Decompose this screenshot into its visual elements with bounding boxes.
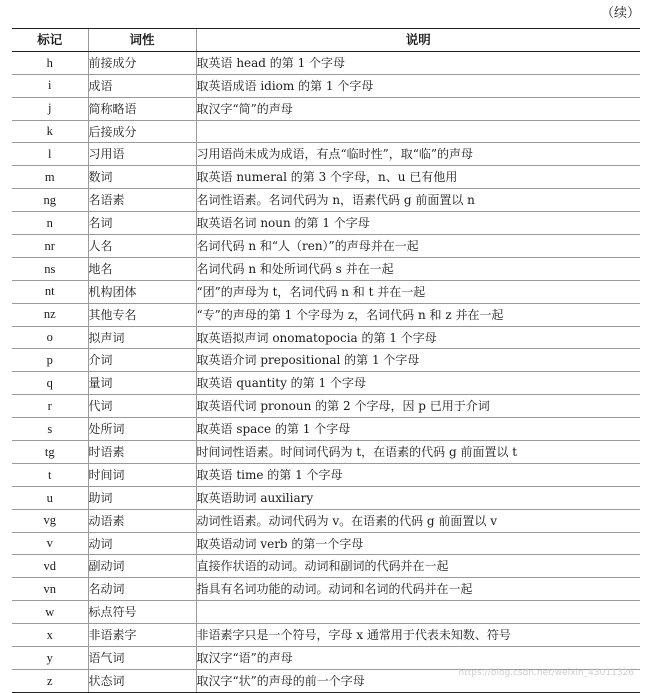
desc-cell: 习用语尚未成为成语，有点“临时性”，取“临”的声母 [196,143,640,166]
tag-cell: vg [12,509,88,532]
pos-cell: 机构团体 [88,280,196,303]
tag-cell: nt [12,280,88,303]
pos-cell: 成语 [88,74,196,97]
desc-cell: 名词代码 n 和“人（ren）”的声母并在一起 [196,235,640,258]
pos-cell: 动语素 [88,509,196,532]
desc-cell: 指具有名词功能的动词。动词和名词的代码并在一起 [196,578,640,601]
table-row [12,418,640,441]
pos-cell: 动词 [88,532,196,555]
table-row [12,578,640,601]
desc-cell: 取英语 quantity 的第 1 个字母 [196,372,640,395]
header-tag: 标记 [12,29,88,52]
tag-cell: u [12,486,88,509]
desc-cell: 取英语 head 的第 1 个字母 [196,51,640,74]
pos-cell: 非语素字 [88,624,196,647]
desc-cell: “专”的声母的第 1 个字母为 z，名词代码 n 和 z 并在一起 [196,303,640,326]
tag-cell: p [12,349,88,372]
tag-cell: s [12,418,88,441]
desc-cell: 取汉字“状”的声母的前一个字母 [196,669,640,692]
desc-cell: 取英语 time 的第 1 个字母 [196,463,640,486]
header-desc: 说明 [196,29,640,52]
tag-cell: h [12,51,88,74]
table-row [12,257,640,280]
desc-cell: 时间词性语素。时间词代码为 t，在语素的代码 g 前面置以 t [196,441,640,464]
pos-cell: 拟声词 [88,326,196,349]
pos-cell: 语气词 [88,647,196,670]
pos-cell: 助词 [88,486,196,509]
pos-cell: 时语素 [88,441,196,464]
pos-cell: 数词 [88,166,196,189]
table-row [12,212,640,235]
table-row [12,486,640,509]
table-row [12,647,640,670]
table-row [12,326,640,349]
tag-cell: z [12,669,88,692]
desc-cell: 非语素字只是一个符号，字母 x 通常用于代表未知数、符号 [196,624,640,647]
table-row [12,601,640,624]
tag-cell: l [12,143,88,166]
pos-cell: 习用语 [88,143,196,166]
table-header-row [12,29,640,52]
table-row [12,166,640,189]
tag-cell: k [12,120,88,143]
pos-tag-table [12,28,640,693]
tag-cell: nz [12,303,88,326]
desc-cell: 取英语代词 pronoun 的第 2 个字母，因 p 已用于介词 [196,395,640,418]
tag-cell: v [12,532,88,555]
pos-cell: 名动词 [88,578,196,601]
desc-cell: 取英语动词 verb 的第一个字母 [196,532,640,555]
tag-cell: q [12,372,88,395]
tag-cell: x [12,624,88,647]
desc-cell: 名词性语素。名词代码为 n，语素代码 g 前面置以 n [196,189,640,212]
table-row [12,441,640,464]
desc-cell: 取英语介词 prepositional 的第 1 个字母 [196,349,640,372]
table-row [12,624,640,647]
table-row [12,349,640,372]
pos-cell: 地名 [88,257,196,280]
table-row [12,555,640,578]
table-row [12,189,640,212]
desc-cell: 取汉字“简”的声母 [196,97,640,120]
table-row [12,303,640,326]
desc-cell: 名词代码 n 和处所词代码 s 并在一起 [196,257,640,280]
pos-cell: 后接成分 [88,120,196,143]
desc-cell: 取英语拟声词 onomatopocia 的第 1 个字母 [196,326,640,349]
pos-cell: 人名 [88,235,196,258]
watermark: https://blog.csdn.net/weixin_43011326 [458,668,634,678]
table-row [12,372,640,395]
pos-cell: 副动词 [88,555,196,578]
pos-cell: 名语素 [88,189,196,212]
tag-cell: o [12,326,88,349]
desc-cell: 取汉字“语”的声母 [196,647,640,670]
desc-cell: 取英语 space 的第 1 个字母 [196,418,640,441]
table-row [12,395,640,418]
desc-cell: 动词性语素。动词代码为 v。在语素的代码 g 前面置以 v [196,509,640,532]
table-row [12,74,640,97]
pos-cell: 前接成分 [88,51,196,74]
pos-cell: 介词 [88,349,196,372]
table-row [12,509,640,532]
header-pos: 词性 [88,29,196,52]
pos-cell: 其他专名 [88,303,196,326]
desc-cell [196,120,640,143]
table-body [12,51,640,692]
pos-cell: 处所词 [88,418,196,441]
desc-cell: 取英语助词 auxiliary [196,486,640,509]
tag-cell: y [12,647,88,670]
tag-cell: m [12,166,88,189]
table-row [12,51,640,74]
table-row [12,120,640,143]
continued-label: （续） [600,6,640,21]
pos-cell: 简称略语 [88,97,196,120]
tag-cell: ns [12,257,88,280]
table-row [12,143,640,166]
pos-cell: 代词 [88,395,196,418]
tag-cell: nr [12,235,88,258]
tag-cell: tg [12,441,88,464]
desc-cell: 直接作状语的动词。动词和副词的代码并在一起 [196,555,640,578]
table-row [12,463,640,486]
tag-cell: i [12,74,88,97]
pos-cell: 时间词 [88,463,196,486]
desc-cell [196,601,640,624]
table-row [12,280,640,303]
table-row [12,532,640,555]
desc-cell: 取英语 numeral 的第 3 个字母，n、u 已有他用 [196,166,640,189]
pos-cell: 标点符号 [88,601,196,624]
pos-cell: 状态词 [88,669,196,692]
desc-cell: 取英语名词 noun 的第 1 个字母 [196,212,640,235]
pos-cell: 量词 [88,372,196,395]
tag-cell: n [12,212,88,235]
tag-cell: r [12,395,88,418]
tag-cell: w [12,601,88,624]
desc-cell: 取英语成语 idiom 的第 1 个字母 [196,74,640,97]
tag-cell: vd [12,555,88,578]
pos-cell: 名词 [88,212,196,235]
table-row [12,97,640,120]
tag-cell: j [12,97,88,120]
desc-cell: “团”的声母为 t，名词代码 n 和 t 并在一起 [196,280,640,303]
table-row [12,235,640,258]
tag-cell: vn [12,578,88,601]
tag-cell: t [12,463,88,486]
tag-cell: ng [12,189,88,212]
